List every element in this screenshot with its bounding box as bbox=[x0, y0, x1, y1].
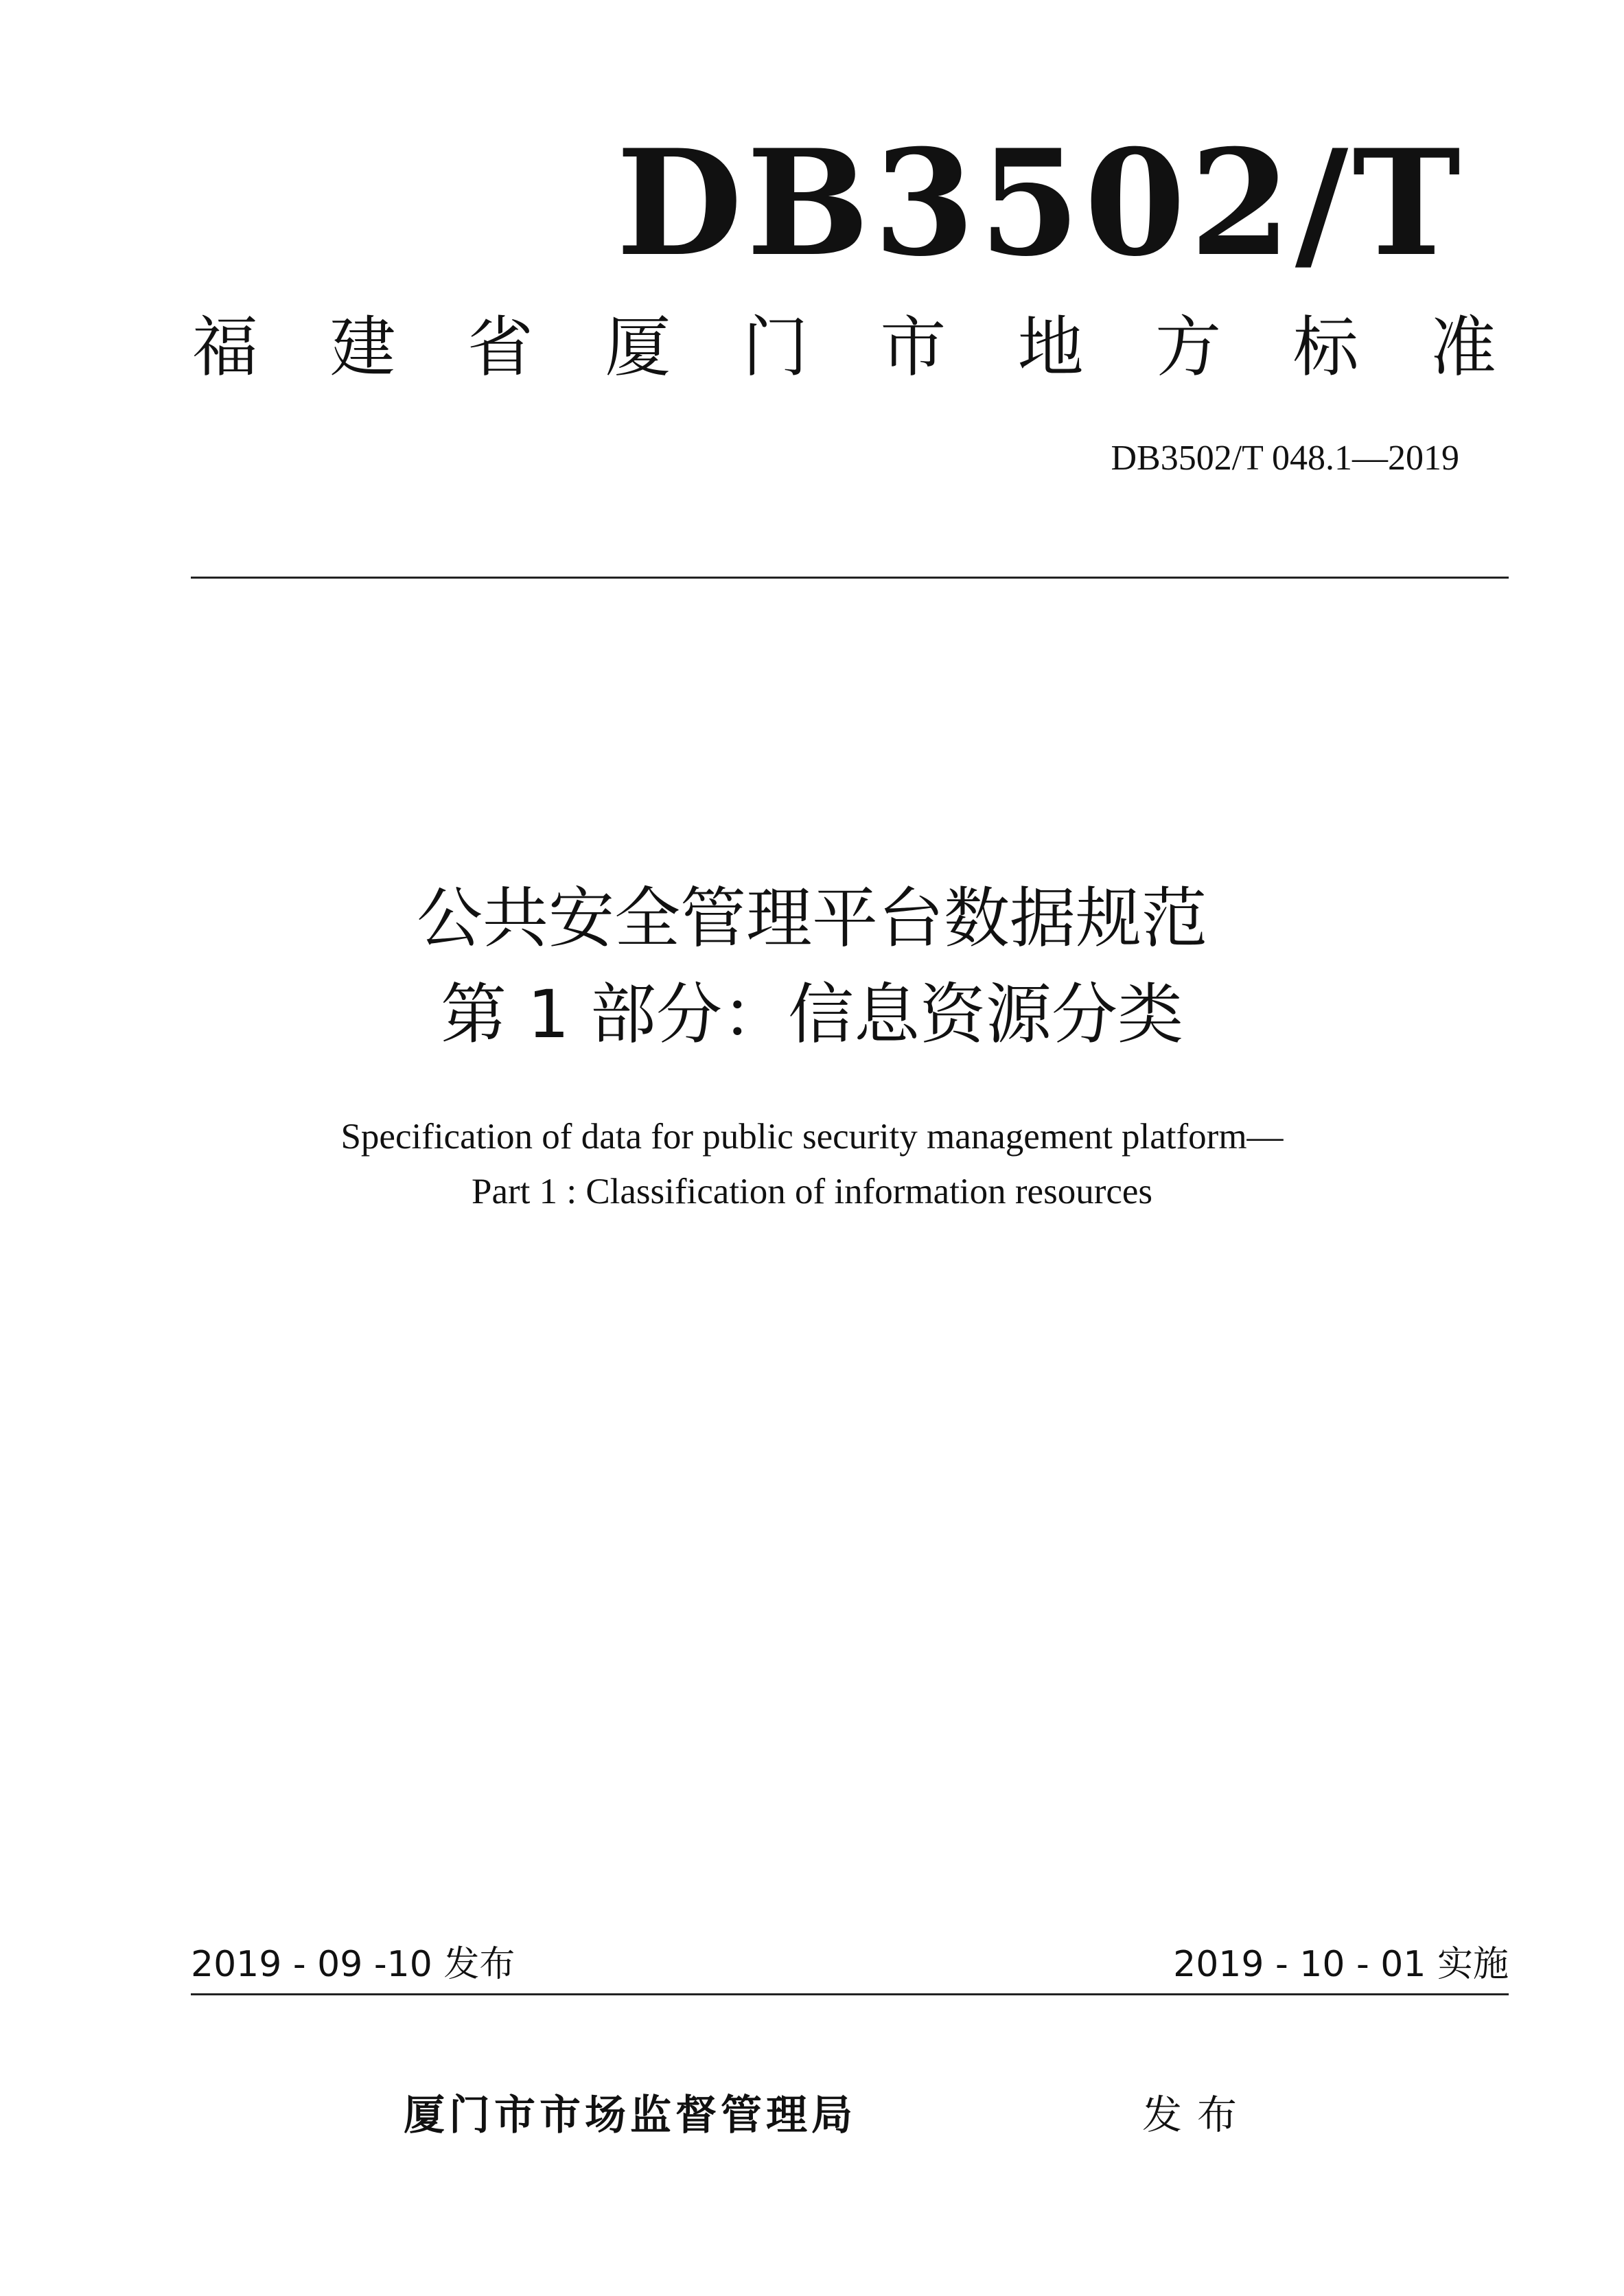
standard-type-char: 准 bbox=[1430, 309, 1496, 386]
standard-type-char: 方 bbox=[1155, 309, 1222, 386]
title-chinese-line2: 第 1 部分：信息资源分类 bbox=[440, 976, 1184, 1053]
issue-date: 2019 - 09 -10 发布 bbox=[191, 1944, 515, 1985]
implementation-date: 2019 - 10 - 01 实施 bbox=[1173, 1944, 1509, 1985]
standard-type-char: 福 bbox=[192, 309, 258, 386]
title-english-line2: Part 1 : Classification of information resources bbox=[471, 1172, 1153, 1211]
standard-number: DB3502/T 048.1—2019 bbox=[1111, 439, 1459, 478]
standard-type bbox=[192, 309, 1496, 386]
issuing-authority: 厦门市市场监督管理局 bbox=[404, 2091, 857, 2140]
standard-type-char: 厦 bbox=[605, 309, 671, 386]
standard-type-char: 门 bbox=[742, 309, 809, 386]
standard-type-char: 建 bbox=[329, 309, 396, 386]
standard-type-char: 标 bbox=[1292, 309, 1359, 386]
title-chinese-line1: 公共安全管理平台数据规范 bbox=[417, 880, 1207, 957]
standard-type-char: 市 bbox=[880, 309, 947, 386]
standard-code: DB3502/T bbox=[616, 117, 1465, 288]
standard-type-char: 省 bbox=[467, 309, 533, 386]
title-english-line1: Specification of data for public security management platform— bbox=[340, 1117, 1284, 1157]
bottom-divider bbox=[191, 1993, 1509, 1995]
issue-label: 发布 bbox=[1142, 2091, 1253, 2138]
top-divider bbox=[191, 577, 1509, 579]
standard-type-char: 地 bbox=[1017, 309, 1084, 386]
